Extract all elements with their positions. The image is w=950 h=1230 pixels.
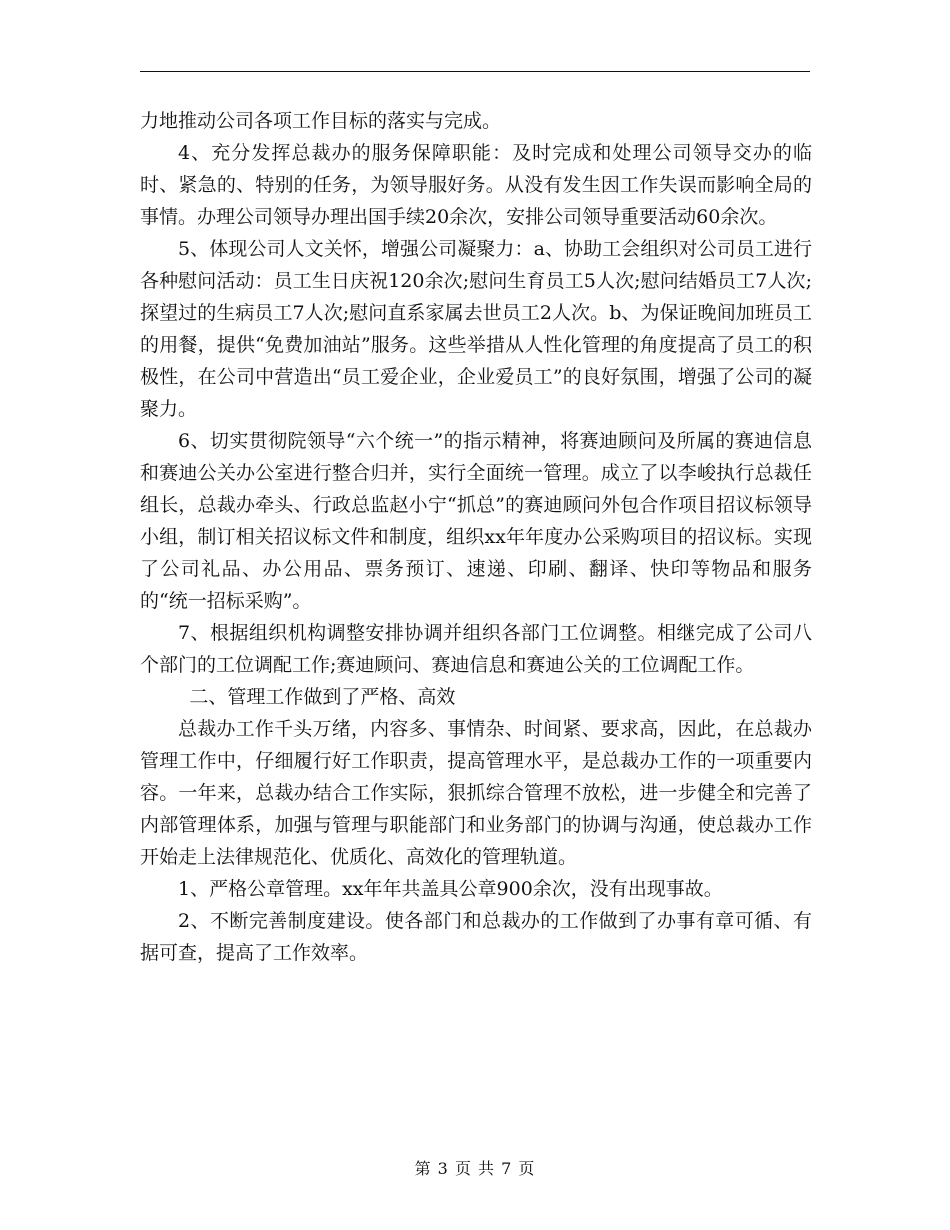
paragraph-item-2: 2、不断完善制度建设。使各部门和总裁办的工作做到了办事有章可循、有据可查，提高了工作效率。 xyxy=(140,910,812,964)
section-heading: 二、管理工作做到了严格、高效 xyxy=(189,686,456,708)
paragraph-section-intro: 总裁办工作千头万绪，内容多、事情杂、时间紧、要求高，因此，在总裁办管理工作中，仔细履行好工作职责，提高管理水平，是总裁办工作的一项重要内容。一年来，总裁办结合工作实际，狠抓综合管理不放松，进一步健全和完善了内部管理体系，加强与管理与职能部门和业务部门的协调与沟通，使总裁办工作开始走上法律规范化、优质化、高效化的管理轨道。 xyxy=(140,718,812,868)
paragraph-item-1: 1、严格公章管理。xx年年共盖具公章900余次，没有出现事故。 xyxy=(178,878,723,900)
paragraph-item-6: 6、切实贯彻院领导“六个统一”的指示精神，将赛迪顾问及所属的赛迪信息和赛迪公关办公室进行整合归并，实行全面统一管理。成立了以李峻执行总裁任组长，总裁办牵头、行政总监赵小宁“抓总”的赛迪顾问外包合作项目招议标领导小组，制订相关招议标文件和制度，组织xx年年度办公采购项目的招议标。实现了公司礼品、办公用品、票务预订、速递、印刷、翻译、快印等物品和服务的“统一招标采购”。 xyxy=(140,430,812,612)
page-number-footer: 第 3 页 共 7 页 xyxy=(414,1159,536,1178)
paragraph-item-5: 5、体现公司人文关怀，增强公司凝聚力：a、协助工会组织对公司员工进行各种慰问活动：员工生日庆祝120余次;慰问生育员工5人次;慰问结婚员工7人次;探望过的生病员工7人次;慰问直系家属去世员工2人次。b、为保证晚间加班员工的用餐，提供“免费加油站”服务。这些举措从人性化管理的角度提高了员工的积极性，在公司中营造出“员工爱企业，企业爱员工”的良好氛围，增强了公司的凝聚力。 xyxy=(140,238,812,420)
header-rule xyxy=(140,71,810,72)
paragraph-item-7: 7、根据组织机构调整安排协调并组织各部门工位调整。相继完成了公司八个部门的工位调配工作;赛迪顾问、赛迪信息和赛迪公关的工位调配工作。 xyxy=(140,622,812,676)
paragraph-item-4: 4、充分发挥总裁办的服务保障职能：及时完成和处理公司领导交办的临时、紧急的、特别的任务，为领导服好务。从没有发生因工作失误而影响全局的事情。办理公司领导办理出国手续20余次，安排公司领导重要活动60余次。 xyxy=(140,142,812,228)
document-body xyxy=(140,105,812,969)
paragraph-continuation: 力地推动公司各项工作目标的落实与完成。 xyxy=(140,110,502,132)
